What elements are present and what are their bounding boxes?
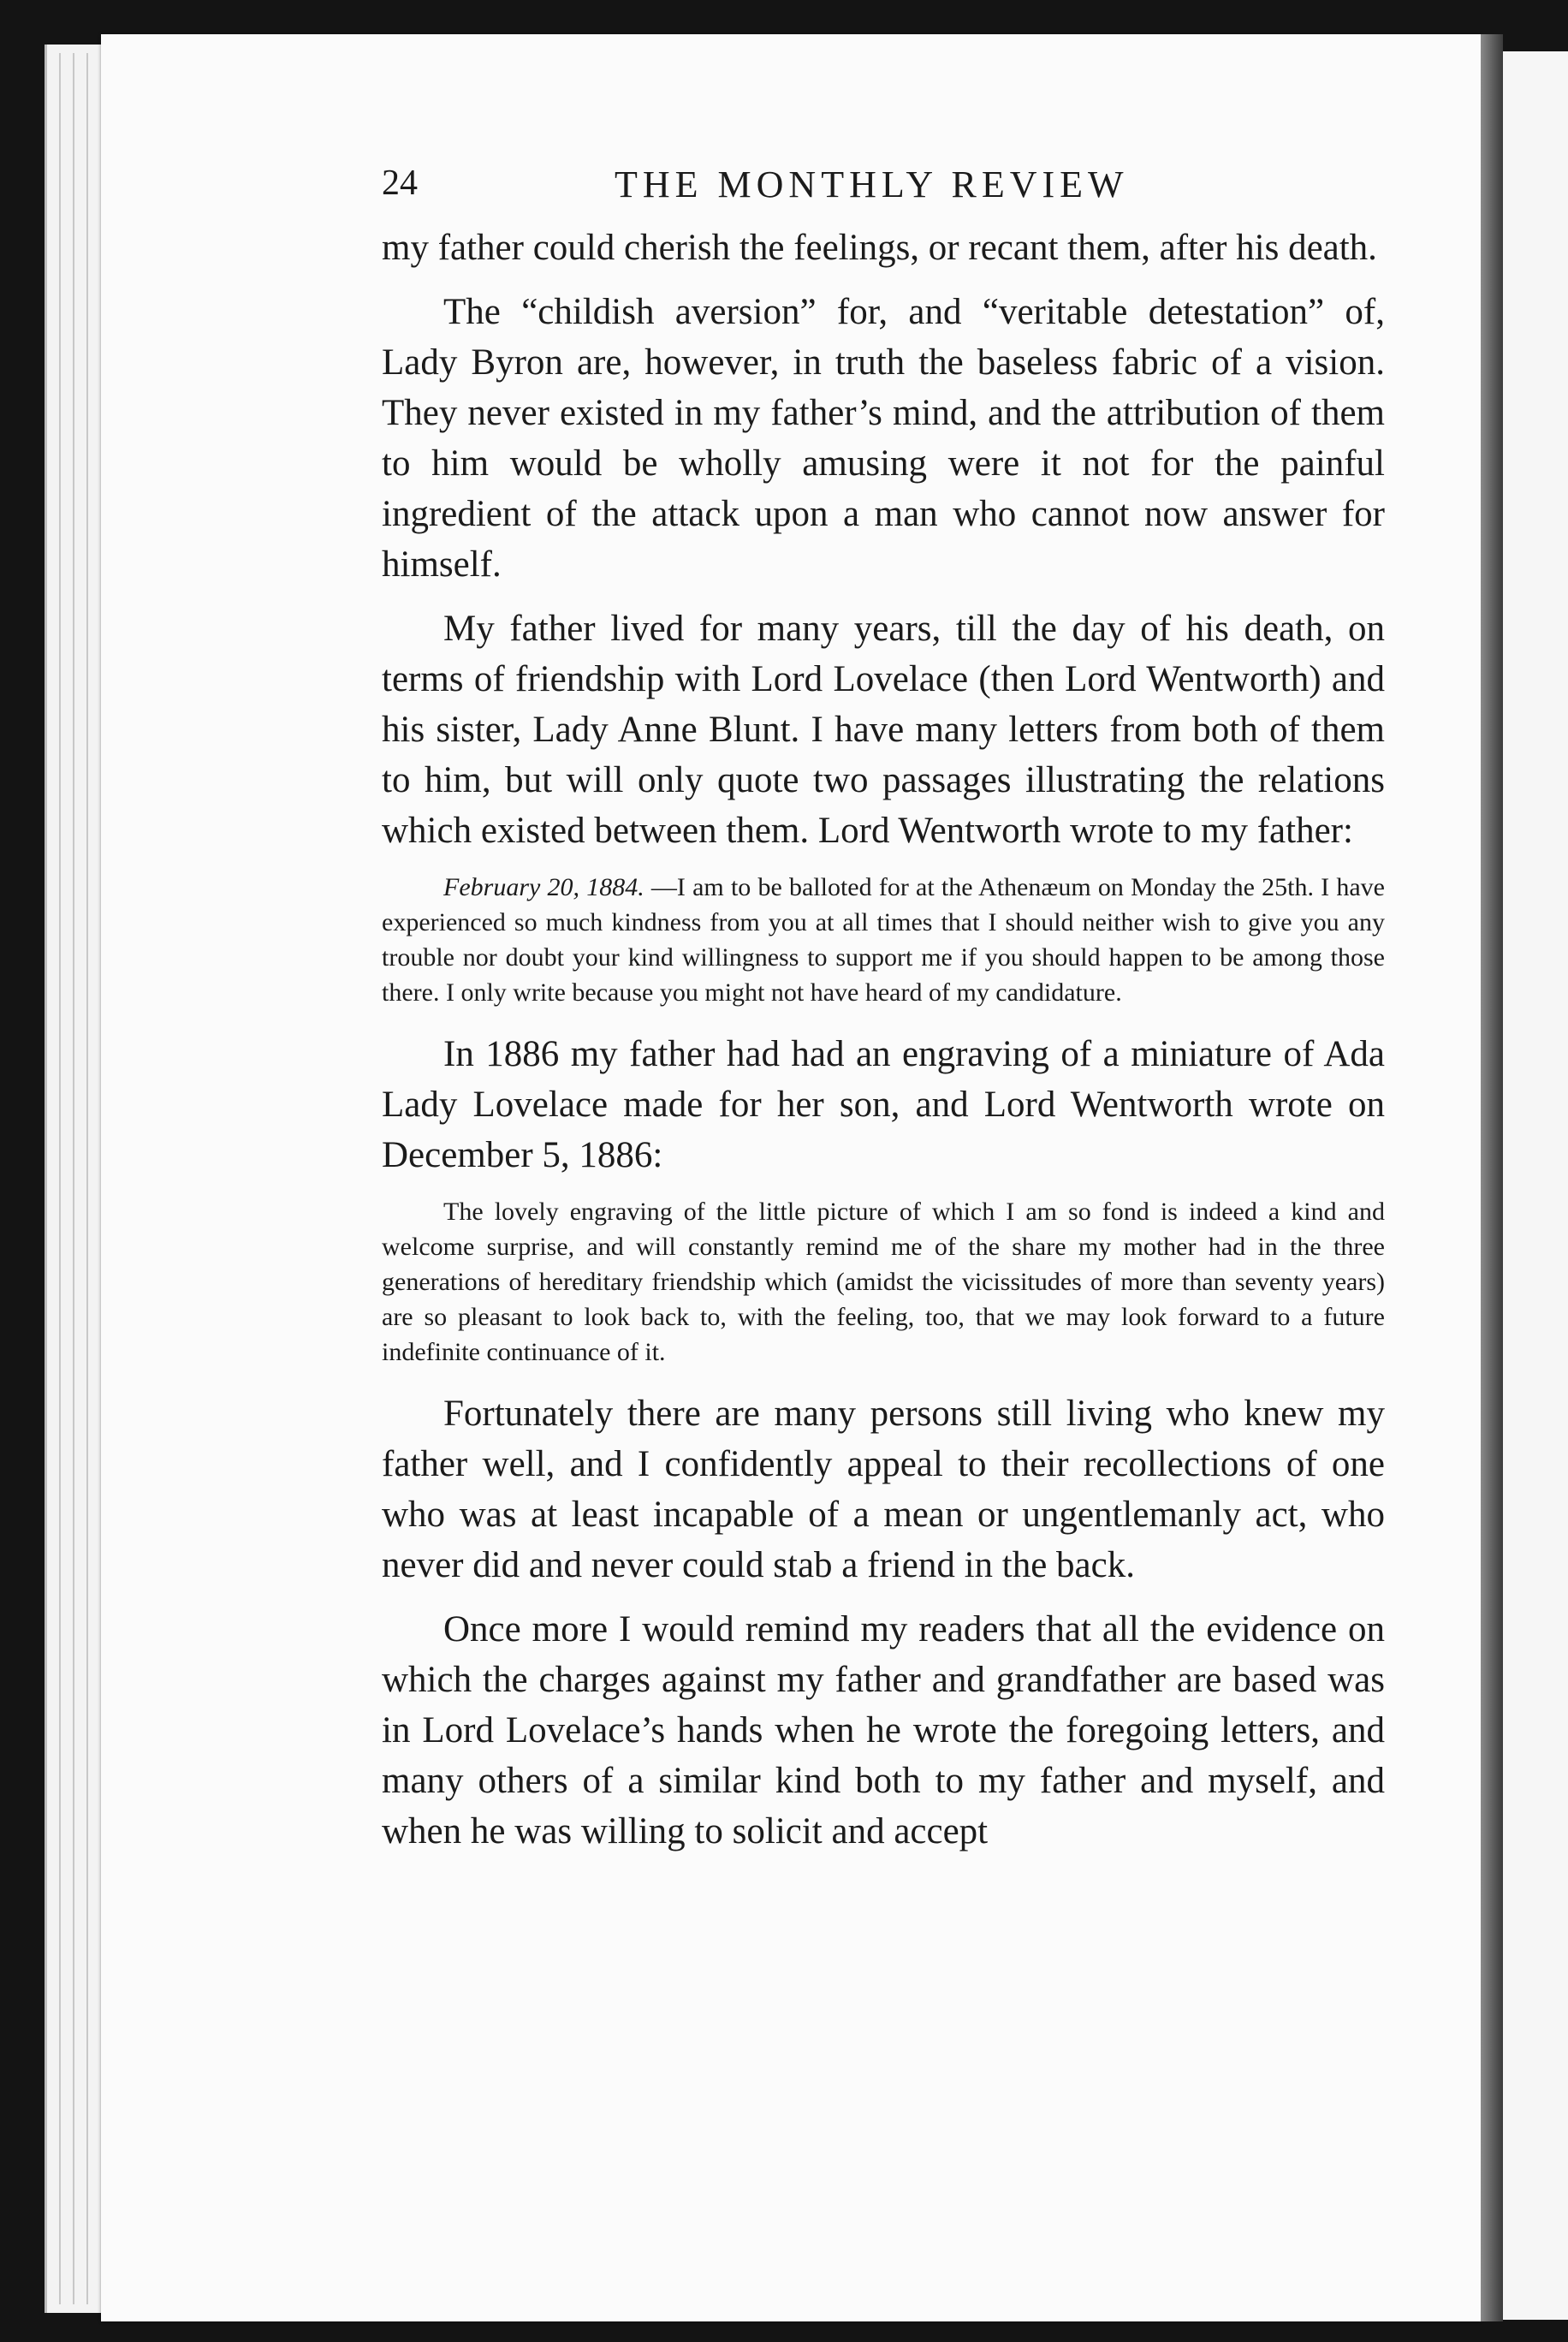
page-content [272, 163, 1385, 1870]
block-quote-1886: The lovely engraving of the little picture of which I am so fond is indeed a kind and welcome surprise, and will constantly remind me of the share my mother had in the three generations of hereditary friendship which (amidst the vicissitudes of more than seventy years) are so pleasant to look back to, with the feeling, too, that we may look forward to a future indefinite continuance of it. [382, 1198, 1385, 1366]
paragraph-friendship: My father lived for many years, till the day of his death, on terms of friendship with Lord Lovelace (then Lord Wentworth) and his sister, Lady Anne Blunt. I have many letters from both of them to him, but will only quote two passages illustrating the relations which existed between them. Lord Wentworth wrote to my father: [382, 609, 1385, 851]
paragraph-evidence: Once more I would remind my readers that all the evidence on which the charges against my father and grandfather are based was in Lord Lovelace’s hands when he wrote the foregoing letters, and many others of a similar kind both to my father and myself, and when he was willing to solicit and accept [382, 1609, 1385, 1852]
paragraph-engraving: In 1886 my father had had an engraving of a miniature of Ada Lady Lovelace made for her son, and Lord Wentworth wrote on December 5, 1886: [382, 1034, 1385, 1175]
page-edge [86, 53, 88, 2304]
block-quote-1884 [272, 870, 1385, 1010]
page-edge [73, 53, 74, 2304]
paragraph-lady-byron: The “childish aversion” for, and “veritable detestation” of, Lady Byron are, however, in truth the baseless fabric of a vision. They never existed in my father’s mind, and the attribution of them to him would be wholly amusing were it not for the painful ingredient of the attack upon a man who cannot now answer for himself. [382, 292, 1385, 585]
next-page-edge [1503, 51, 1568, 2320]
quote-date: February 20, 1884. [443, 873, 644, 901]
quote-text: —I am to be balloted for at the Athenæum on Monday the 25th. I have experienced so much kindness from you at all times that I should neither wish to give you any trouble nor doubt your kind willingness to support me if you should happen to be among those there. I only write because you might not have heard of my candidature. [382, 873, 1385, 1007]
paragraph-recollections: Fortunately there are many persons still living who knew my father well, and I confidently appeal to their recollections of one who was at least incapable of a mean or ungentlemanly act, who never did and never could stab a friend in the back. [382, 1394, 1385, 1585]
page-number: 24 [382, 163, 418, 203]
page-edge [59, 53, 61, 2304]
journal-title: THE MONTHLY REVIEW [615, 163, 1129, 205]
paragraph-continuation: my father could cherish the feelings, or recant them, after his death. [382, 228, 1377, 268]
gutter-shadow [1481, 34, 1503, 2321]
running-head [272, 163, 1385, 223]
